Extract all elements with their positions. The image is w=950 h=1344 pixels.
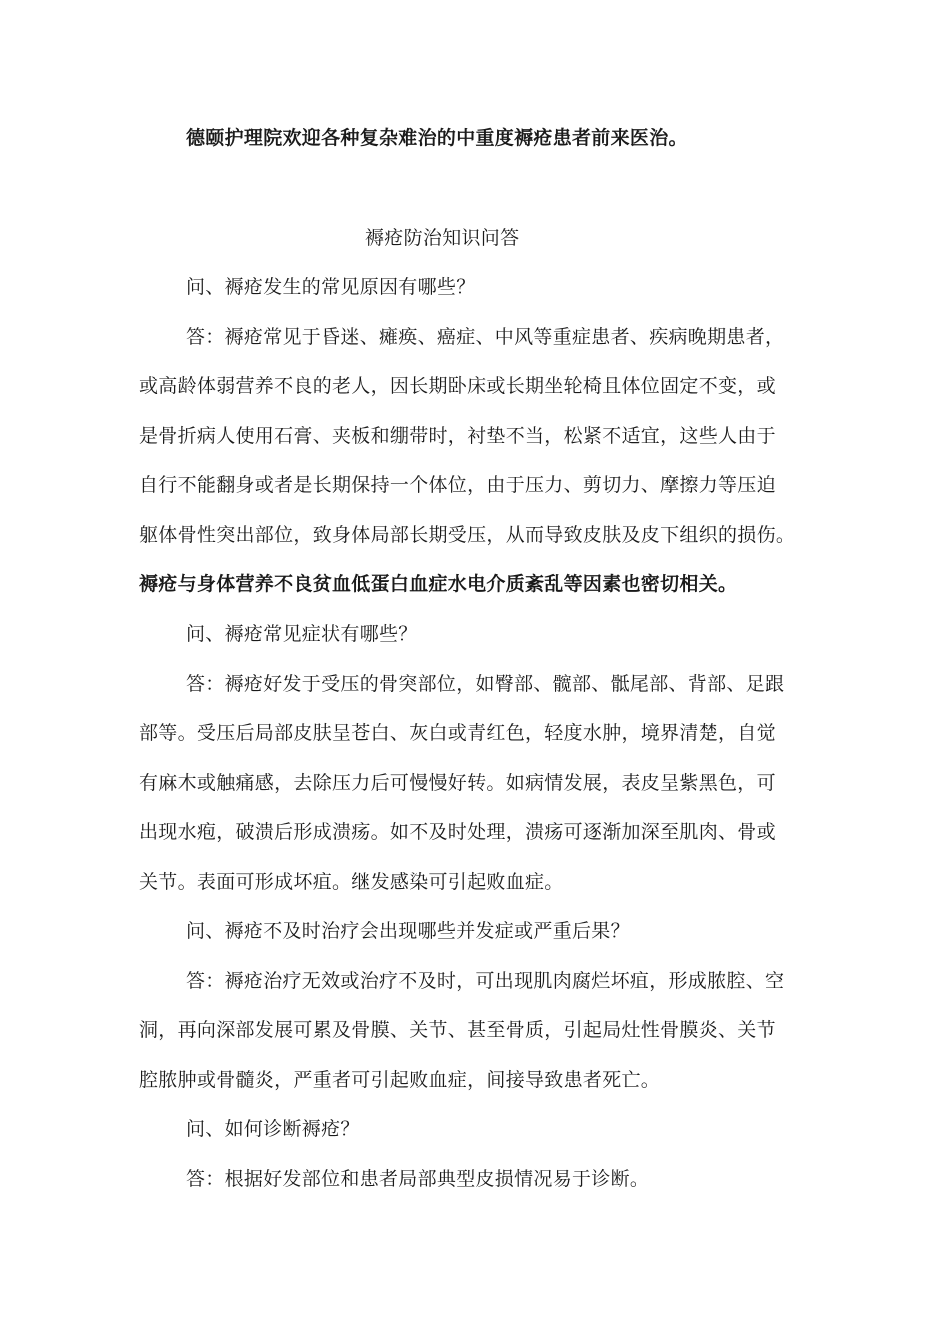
answer-2-line-3: 有麻木或触痛感，去除压力后可慢慢好转。如病情发展，表皮呈紫黑色，可: [139, 772, 776, 794]
answer-1-line-6: 褥疮与身体营养不良贫血低蛋白血症水电介质紊乱等因素也密切相关。: [139, 573, 738, 595]
section-heading: 褥疮防治知识问答: [365, 227, 520, 249]
question-2: 问、褥疮常见症状有哪些？: [186, 623, 418, 645]
answer-4-line-1: 答：根据好发部位和患者局部典型皮损情况易于诊断。: [186, 1168, 650, 1190]
answer-1-line-4: 自行不能翻身或者是长期保持一个体位，由于压力、剪切力、摩擦力等压迫: [139, 474, 776, 496]
question-1: 问、褥疮发生的常见原因有哪些？: [186, 276, 476, 298]
answer-1-line-1: 答：褥疮常见于昏迷、瘫痪、癌症、中风等重症患者、疾病晚期患者，: [186, 326, 785, 348]
answer-3-line-2: 洞，再向深部发展可累及骨膜、关节、甚至骨质，引起局灶性骨膜炎、关节: [139, 1019, 776, 1041]
answer-1-line-2: 或高龄体弱营养不良的老人，因长期卧床或长期坐轮椅且体位固定不变，或: [139, 375, 776, 397]
answer-2-line-4: 出现水疱，破溃后形成溃疡。如不及时处理，溃疡可逐渐加深至肌肉、骨或: [139, 821, 776, 843]
intro-text: 德颐护理院欢迎各种复杂难治的中重度褥疮患者前来医治。: [186, 127, 688, 149]
answer-2-line-5: 关节。表面可形成坏疽。继发感染可引起败血症。: [139, 871, 564, 893]
answer-2-line-2: 部等。受压后局部皮肤呈苍白、灰白或青红色，轻度水肿，境界清楚，自觉: [139, 722, 776, 744]
answer-1-line-5: 躯体骨性突出部位，致身体局部长期受压，从而导致皮肤及皮下组织的损伤。: [139, 524, 796, 546]
answer-3-line-3: 腔脓肿或骨髓炎，严重者可引起败血症，间接导致患者死亡。: [139, 1069, 661, 1091]
question-4: 问、如何诊断褥疮？: [186, 1118, 360, 1140]
answer-2-line-1: 答：褥疮好发于受压的骨突部位，如臀部、髋部、骶尾部、背部、足跟: [186, 673, 785, 695]
answer-1-line-3: 是骨折病人使用石膏、夹板和绷带时，衬垫不当，松紧不适宜，这些人由于: [139, 425, 776, 447]
question-3: 问、褥疮不及时治疗会出现哪些并发症或严重后果？: [186, 920, 630, 942]
answer-3-line-1: 答：褥疮治疗无效或治疗不及时，可出现肌肉腐烂坏疽，形成脓腔、空: [186, 970, 785, 992]
